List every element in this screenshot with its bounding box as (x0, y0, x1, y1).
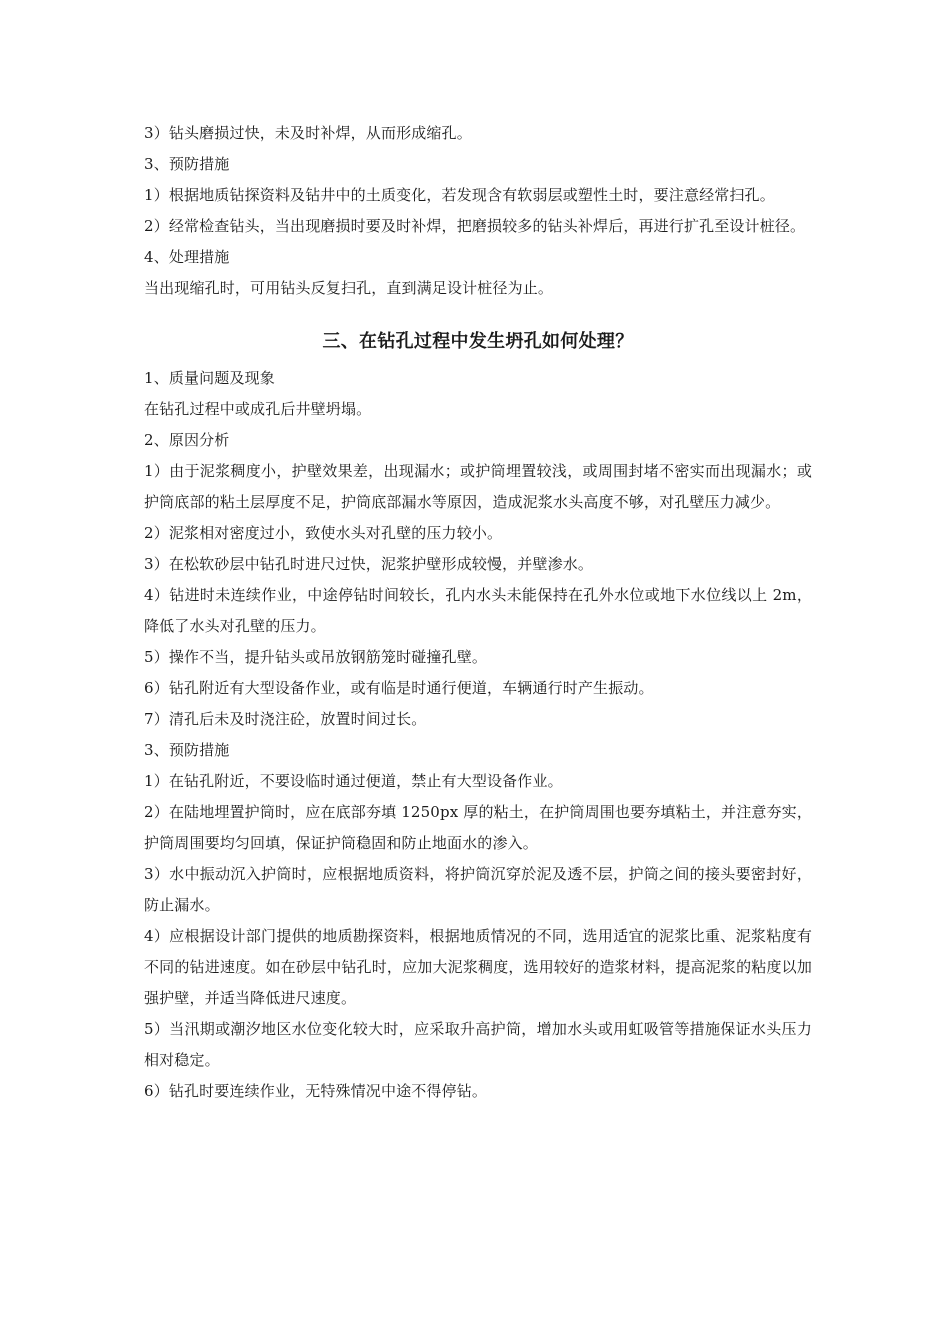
paragraph: 4）钻进时未连续作业，中途停钻时间较长，孔内水头未能保持在孔外水位或地下水位线以上 2m，降低了水头对孔壁的压力。 (144, 586, 812, 635)
subsection-heading: 3、预防措施 (144, 155, 230, 173)
paragraph: 3）在松软砂层中钻孔时进尺过快，泥浆护壁形成较慢，并壁渗水。 (144, 555, 594, 573)
subsection-heading: 2、原因分析 (144, 431, 230, 449)
section-title: 三、在钻孔过程中发生坍孔如何处理？ (322, 331, 634, 352)
document-body (144, 118, 812, 1107)
subsection-heading: 1、质量问题及现象 (144, 369, 275, 387)
paragraph: 当出现缩孔时，可用钻头反复扫孔，直到满足设计桩径为止。 (144, 279, 554, 297)
paragraph: 5）当汛期或潮汐地区水位变化较大时，应采取升高护筒，增加水头或用虹吸管等措施保证水头压力相对稳定。 (144, 1020, 812, 1069)
paragraph: 4）应根据设计部门提供的地质勘探资料，根据地质情况的不同，选用适宜的泥浆比重、泥浆粘度有不同的钻进速度。如在砂层中钻孔时，应加大泥浆稠度，选用较好的造浆材料，提高泥浆的粘度以加强护壁，并适当降低进尺速度。 (144, 927, 812, 1007)
paragraph: 7）清孔后未及时浇注砼，放置时间过长。 (144, 710, 427, 728)
paragraph: 1）在钻孔附近，不要设临时通过便道，禁止有大型设备作业。 (144, 772, 563, 790)
paragraph: 1）根据地质钻探资料及钻井中的土质变化，若发现含有软弱层或塑性土时，要注意经常扫孔。 (144, 186, 775, 204)
paragraph: 2）在陆地埋置护筒时，应在底部夯填 1250px 厚的粘土，在护筒周围也要夯填粘土，并注意夯实，护筒周围要均匀回填，保证护筒稳固和防止地面水的渗入。 (144, 803, 812, 852)
paragraph: 2）经常检查钻头，当出现磨损时要及时补焊，把磨损较多的钻头补焊后，再进行扩孔至设计桩径。 (144, 217, 806, 235)
paragraph: 3）钻头磨损过快，未及时补焊，从而形成缩孔。 (144, 124, 472, 142)
subsection-heading: 3、预防措施 (144, 741, 230, 759)
paragraph: 6）钻孔附近有大型设备作业，或有临是时通行便道，车辆通行时产生振动。 (144, 679, 654, 697)
paragraph: 1）由于泥浆稠度小，护壁效果差，出现漏水；或护筒埋置较浅，或周围封堵不密实而出现漏水；或护筒底部的粘土层厚度不足，护筒底部漏水等原因，造成泥浆水头高度不够，对孔壁压力减少。 (144, 462, 812, 511)
subsection-heading: 4、处理措施 (144, 248, 230, 266)
paragraph: 在钻孔过程中或成孔后井壁坍塌。 (144, 400, 372, 418)
paragraph: 6）钻孔时要连续作业，无特殊情况中途不得停钻。 (144, 1082, 487, 1100)
paragraph: 3）水中振动沉入护筒时，应根据地质资料，将护筒沉穿於泥及透不层，护筒之间的接头要密封好，防止漏水。 (144, 865, 812, 914)
paragraph: 5）操作不当，提升钻头或吊放钢筋笼时碰撞孔壁。 (144, 648, 487, 666)
paragraph: 2）泥浆相对密度过小，致使水头对孔壁的压力较小。 (144, 524, 503, 542)
